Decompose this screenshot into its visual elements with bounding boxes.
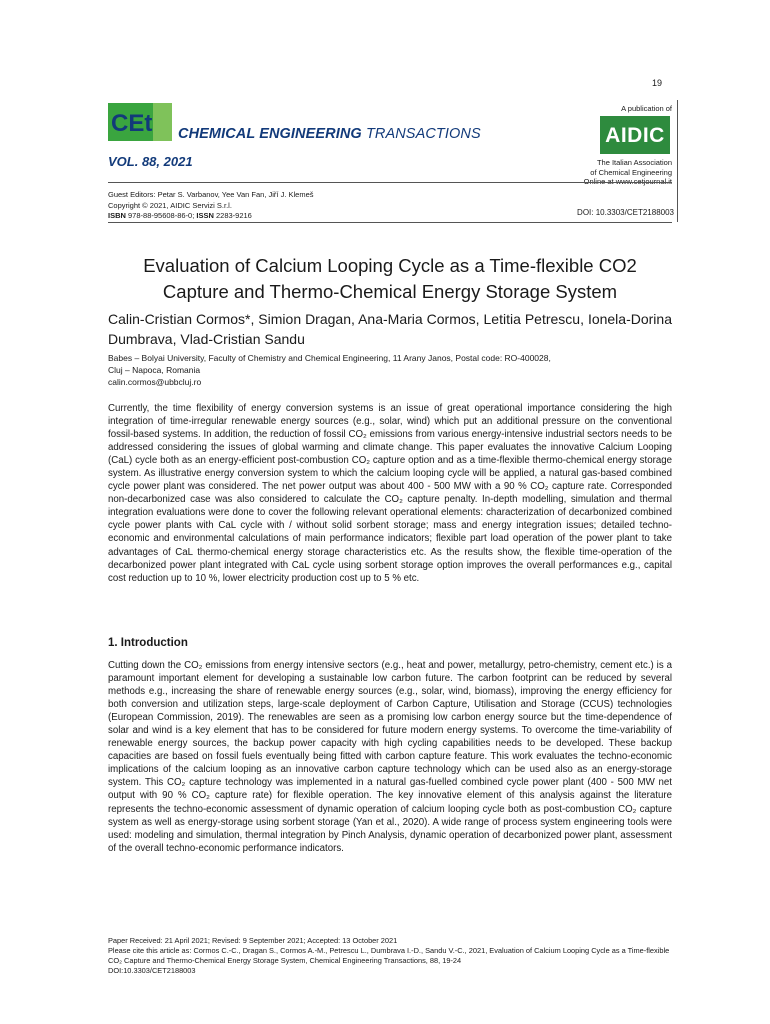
journal-name — [178, 126, 481, 142]
corresponding-email[interactable]: calin.cormos@ubbcluj.ro — [108, 377, 202, 387]
issn-value: 2283-9216 — [213, 211, 252, 220]
doi-header: DOI: 10.3303/CET2188003 — [577, 208, 674, 217]
affiliation-line-1: Babes – Bolyai University, Faculty of Chemistry and Chemical Engineering, 11 Arany Janos, Postal code: RO-400028, — [108, 353, 551, 363]
footer-citation: Please cite this article as: Cormos C.-C., Dragan S., Cormos A.-M., Petrescu L., Dumbrava I.-D., Sandu V.-C., 2021, Evaluation of Calcium Looping Cycle as a Time-flexible CO₂ Capture and Thermo-Chemical Energy Storage System, Chemical Engineering Transactions, 88, 19-24 — [108, 946, 670, 965]
abstract: Currently, the time flexibility of energy conversion systems is an issue of great operational importance considering the high integration of time-irregular renewable energy sources (e.g., solar, wind) which put an additional pressure on the conventional fossil-based systems. In addition, the reduction of fossil CO₂ emissions from various energy-intensive industrial sectors needs to be addressed considering the issues of global warming and climate change. This paper evaluates the innovative Calcium Looping (CaL) cycle both as an energy-efficient post-combustion CO₂ capture option and as a time-flexible thermo-chemical energy storage system. As illustrative energy conversion system to which the calcium looping cycle will be applied, a natural gas-based combined cycle power plant was considered. The net power output was about 400 - 500 MW with a 90 % CO₂ capture rate. Corresponded non-decarbonized case was also considered to calculate the CO₂ capture penalty. In-depth modelling, simulation and thermal integration evaluations were done to cover the following relevant operational elements: characterization of decarbonized combined cycle power plants with CaL cycle with / without solid sorbent storage; mass and energy integration issues; detailed techno-economic and environmental calculations of main performance indicators; flexible part load operation of the power plant to take advantages of CaL thermo-chemical energy storage characteristics etc. As the results show, the flexible time-operation of the decarbonized power plant integrated with CaL cycle using sorbent storage option improves the overall performances e.g., capital cost reduction up to 10 %, lower electricity production cost up to 5 % etc. — [108, 403, 672, 584]
editors-block — [108, 190, 314, 222]
assoc-line-2: of Chemical Engineering — [590, 167, 672, 177]
header-vertical-rule — [677, 100, 678, 222]
header-divider — [108, 182, 672, 183]
issn-label: ISSN — [196, 211, 214, 220]
authors: Calin-Cristian Cormos*, Simion Dragan, Ana-Maria Cormos, Letitia Petrescu, Ionela-Dorina Dumbrava, Vlad-Cristian Sandu — [108, 311, 672, 347]
copyright: Copyright © 2021, AIDIC Servizi S.r.l. — [108, 200, 232, 210]
aidic-logo: AIDIC — [600, 116, 670, 154]
isbn-issn — [108, 211, 314, 222]
volume-label: VOL. 88, 2021 — [108, 154, 193, 169]
footer-doi[interactable]: DOI:10.3303/CET2188003 — [108, 966, 196, 975]
affiliation-line-2: Cluj – Napoca, Romania — [108, 365, 201, 375]
introduction-text: Cutting down the CO₂ emissions from energy intensive sectors (e.g., heat and power, metallurgy, petro-chemistry, cement etc.) is a paramount important element for developing a sustainable low carbon future. The carbon footprint can be reduced by several methods e.g., increasing the share of renewable energy sources (e.g., solar, wind, biomass), improving the energy efficiency for both conversion and utilization steps, large-scale deployment of Carbon Capture, Utilisation and Storage (CCUS) technologies (European Commission, 2019). The renewables are seen as a promising low carbon energy source but the time-dependence of solar and wind is a key element that has to be considered for future modern energy systems. To overcome the time-variability of renewable energy sources, the backup power capacity with high cycling capabilities needs to be developed. These backup capacities are based on fossil fuels eventually being fitted with carbon capture feature. This work evaluates the techno-economic implications of the calcium looping as an innovative carbon capture technology which can be used also as an energy-storage system. This CO₂ capture technology was implemented in a natural gas-fuelled combined cycle power plant (400 - 500 MW net output with 90 % CO₂ capture rate) for flexible operation. The key innovative element of this analysis against the literature represents the techno-economic assessment of dynamic operation of calcium looping cycle both as post-combustion CO₂ capture system as well as energy-storage using sorbent storage (Yan et al., 2020). A wide range of process system engineering tools were used: modeling and simulation, thermal integration by Pinch Analysis, dynamic operation of decarbonized power plant, assessment of the overall techno-economic performance indicators. — [108, 660, 672, 854]
guest-editors: Guest Editors: Petar S. Varbanov, Yee Van Fan, Jiří J. Klemeš — [108, 190, 314, 199]
page-number: 19 — [652, 78, 663, 88]
affiliation — [108, 352, 672, 388]
section-heading: 1. Introduction — [108, 637, 188, 649]
isbn-label: ISBN — [108, 211, 126, 220]
assoc-line-3: Online at www.cetjournal.it — [583, 177, 672, 186]
publication-of-label: A publication of — [621, 104, 672, 113]
footer — [108, 936, 676, 976]
cet-logo — [108, 103, 172, 141]
isbn-value: 978-88-95608-86-0; — [125, 211, 197, 220]
journal-name-thin: TRANSACTIONS — [361, 126, 481, 142]
footer-received: Paper Received: 21 April 2021; Revised: 9 September 2021; Accepted: 13 October 2021 — [108, 936, 398, 945]
journal-name-bold: CHEMICAL ENGINEERING — [178, 126, 362, 142]
assoc-line-1: The Italian Association — [596, 158, 672, 167]
article-title: Evaluation of Calcium Looping Cycle as a Time-flexible CO2 Capture and Thermo-Chemical Energy Storage System — [143, 255, 637, 302]
cet-logo-text: CEt — [111, 110, 153, 137]
header-bottom-divider — [108, 222, 672, 223]
